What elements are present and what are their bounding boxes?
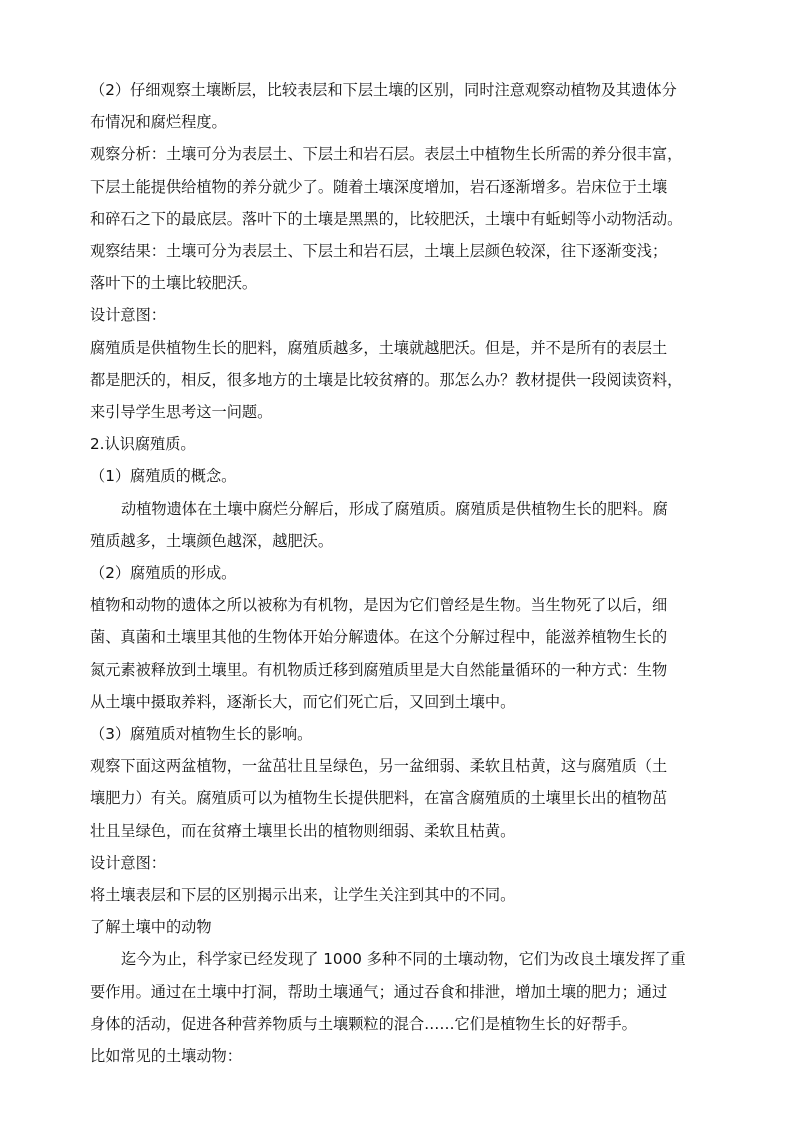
paragraph-line: 观察结果：土壤可分为表层土、下层土和岩石层，土壤上层颜色较深，往下逐渐变浅； [90,242,668,261]
section-heading: 了解土壤中的动物 [90,918,212,937]
paragraph-line: （2）仔细观察土壤断层，比较表层和下层土壤的区别，同时注意观察动植物及其遗体分 [90,81,677,99]
paragraph-line: 和碎石之下的最底层。落叶下的土壤是黑黑的，比较肥沃，土壤中有蚯蚓等小动物活动。 [90,209,683,228]
paragraph-line: 观察下面这两盆植物，一盆茁壮且呈绿色，另一盆细弱、柔软且枯黄，这与腐殖质（土 [90,757,668,776]
paragraph-line: 下层土能提供给植物的养分就少了。随着土壤深度增加，岩石逐渐增多。岩床位于土壤 [90,177,668,196]
paragraph-line: 观察分析：土壤可分为表层土、下层土和岩石层。表层土中植物生长所需的养分很丰富， [90,145,683,164]
subsection-heading: （3）腐殖质对植物生长的影响。 [90,725,313,744]
paragraph-line: 迄今为止，科学家已经发现了 1000 多种不同的土壤动物，它们为改良土壤发挥了重 [121,950,686,969]
paragraph-line: 将土壤表层和下层的区别揭示出来，让学生关注到其中的不同。 [90,886,516,905]
paragraph-line: 菌、真菌和土壤里其他的生物体开始分解遗体。在这个分解过程中，能滋养植物生长的 [90,628,668,647]
section-heading: 设计意图： [90,853,166,872]
section-heading: 设计意图： [90,306,166,325]
paragraph-line: 身体的活动，促进各种营养物质与土壤颗粒的混合……它们是植物生长的好帮手。 [90,1014,637,1033]
paragraph-line: 落叶下的土壤比较肥沃。 [90,274,258,293]
paragraph-line: 比如常见的土壤动物： [90,1047,242,1066]
paragraph-line: 氮元素被释放到土壤里。有机物质迁移到腐殖质里是大自然能量循环的一种方式：生物 [90,660,668,679]
paragraph-line: 腐殖质是供植物生长的肥料，腐殖质越多，土壤就越肥沃。但是，并不是所有的表层土 [90,338,668,357]
paragraph-line: 从土壤中摄取养料，逐渐长大，而它们死亡后，又回到土壤中。 [90,692,516,711]
paragraph-line: 植物和动物的遗体之所以被称为有机物，是因为它们曾经是生物。当生物死了以后，细 [90,596,668,615]
paragraph-line: 动植物遗体在土壤中腐烂分解后，形成了腐殖质。腐殖质是供植物生长的肥料。腐 [121,499,668,518]
paragraph-line: 壤肥力）有关。腐殖质可以为植物生长提供肥料，在富含腐殖质的土壤里长出的植物茁 [90,789,668,808]
section-heading: 2.认识腐殖质。 [90,435,196,454]
paragraph-line: 殖质越多，土壤颜色越深，越肥沃。 [90,531,333,550]
paragraph-line: 要作用。通过在土壤中打洞，帮助土壤通气；通过吞食和排泄，增加土壤的肥力；通过 [90,982,668,1001]
paragraph-line: 来引导学生思考这一问题。 [90,403,273,422]
paragraph-line: 壮且呈绿色，而在贫瘠土壤里长出的植物则细弱、柔软且枯黄。 [90,821,516,840]
paragraph-line: 布情况和腐烂程度。 [90,113,227,132]
subsection-heading: （2）腐殖质的形成。 [90,564,237,583]
document-body [90,74,708,1072]
paragraph-line: 都是肥沃的，相反，很多地方的土壤是比较贫瘠的。那怎么办？教材提供一段阅读资料， [90,370,683,389]
subsection-heading: （1）腐殖质的概念。 [90,467,237,486]
